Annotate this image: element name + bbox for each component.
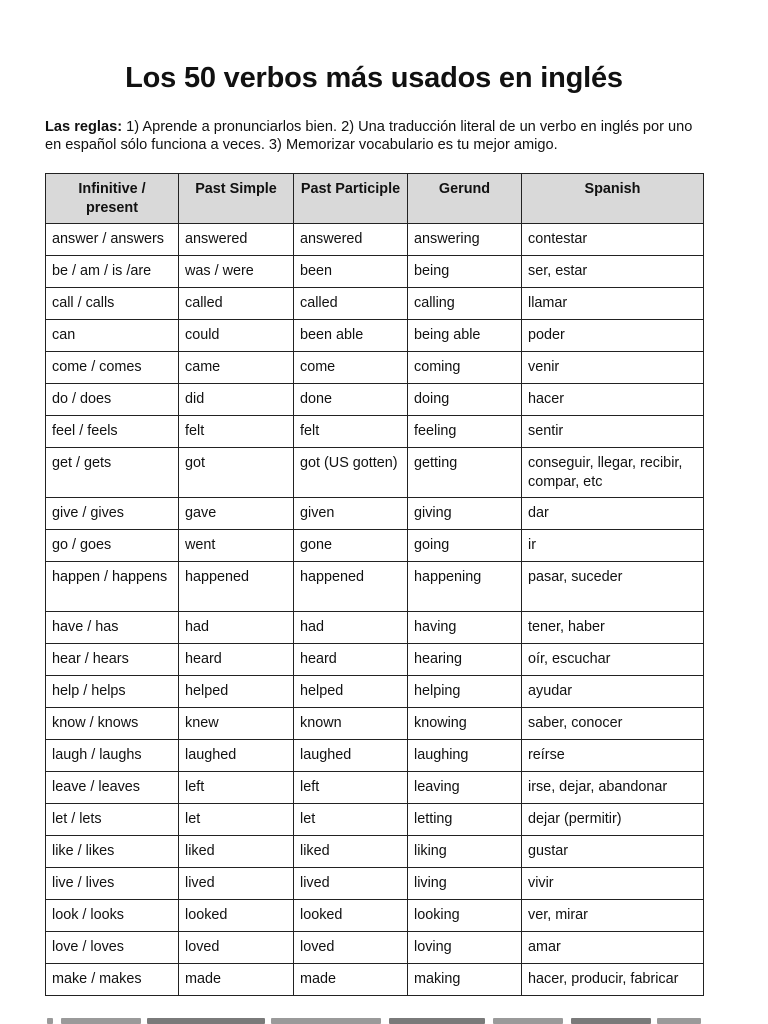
cell-spanish: dar <box>522 498 704 530</box>
cropped-footnote <box>45 1015 705 1024</box>
footnote-fragment <box>61 1018 141 1024</box>
cell-spanish: venir <box>522 352 704 384</box>
cell-spanish: ayudar <box>522 676 704 708</box>
cell-past-participle: felt <box>294 416 408 448</box>
cell-past-simple: lived <box>179 868 294 900</box>
cell-past-participle: called <box>294 288 408 320</box>
header-past-simple: Past Simple <box>179 174 294 224</box>
header-infinitive: Infinitive / present <box>46 174 179 224</box>
cell-spanish: amar <box>522 932 704 964</box>
cell-spanish: conseguir, llegar, recibir, compar, etc <box>522 448 704 498</box>
cell-past-simple: was / were <box>179 256 294 288</box>
cell-past-participle: answered <box>294 224 408 256</box>
footnote-fragment <box>147 1018 265 1024</box>
verbs-table <box>45 173 704 996</box>
cell-infinitive: answer / answers <box>46 224 179 256</box>
table-row <box>46 416 704 448</box>
cell-infinitive: feel / feels <box>46 416 179 448</box>
cell-gerund: leaving <box>408 772 522 804</box>
table-row <box>46 256 704 288</box>
cell-gerund: answering <box>408 224 522 256</box>
table-row <box>46 708 704 740</box>
cell-spanish: reírse <box>522 740 704 772</box>
table-row <box>46 530 704 562</box>
header-spanish: Spanish <box>522 174 704 224</box>
table-row <box>46 740 704 772</box>
cell-spanish: dejar (permitir) <box>522 804 704 836</box>
cell-infinitive: get / gets <box>46 448 179 498</box>
cell-past-participle: had <box>294 612 408 644</box>
cell-spanish: poder <box>522 320 704 352</box>
cell-past-simple: loved <box>179 932 294 964</box>
table-row <box>46 804 704 836</box>
table-row <box>46 900 704 932</box>
cell-gerund: helping <box>408 676 522 708</box>
cell-gerund: making <box>408 964 522 996</box>
cell-gerund: knowing <box>408 708 522 740</box>
cell-past-participle: been <box>294 256 408 288</box>
cell-infinitive: be / am / is /are <box>46 256 179 288</box>
cell-spanish: oír, escuchar <box>522 644 704 676</box>
cell-past-simple: did <box>179 384 294 416</box>
table-row <box>46 352 704 384</box>
rules-label: Las reglas: <box>45 119 123 135</box>
footnote-fragment <box>571 1018 651 1024</box>
cell-past-participle: heard <box>294 644 408 676</box>
cell-gerund: letting <box>408 804 522 836</box>
cell-past-simple: knew <box>179 708 294 740</box>
cell-infinitive: look / looks <box>46 900 179 932</box>
cell-past-simple: felt <box>179 416 294 448</box>
cell-spanish: ir <box>522 530 704 562</box>
cell-past-participle: looked <box>294 900 408 932</box>
cell-gerund: being <box>408 256 522 288</box>
cell-infinitive: let / lets <box>46 804 179 836</box>
header-gerund: Gerund <box>408 174 522 224</box>
cell-spanish: ver, mirar <box>522 900 704 932</box>
cell-past-participle: got (US gotten) <box>294 448 408 498</box>
cell-infinitive: come / comes <box>46 352 179 384</box>
footnote-fragment <box>271 1018 381 1024</box>
cell-past-simple: called <box>179 288 294 320</box>
cell-infinitive: give / gives <box>46 498 179 530</box>
cell-past-simple: happened <box>179 562 294 612</box>
cell-past-simple: heard <box>179 644 294 676</box>
table-row <box>46 932 704 964</box>
cell-infinitive: call / calls <box>46 288 179 320</box>
cell-past-simple: came <box>179 352 294 384</box>
page-title: Los 50 verbos más usados en inglés <box>125 62 623 94</box>
table-row <box>46 868 704 900</box>
cell-infinitive: leave / leaves <box>46 772 179 804</box>
table-row <box>46 562 704 612</box>
cell-gerund: coming <box>408 352 522 384</box>
cell-gerund: feeling <box>408 416 522 448</box>
cell-past-participle: made <box>294 964 408 996</box>
cell-infinitive: hear / hears <box>46 644 179 676</box>
cell-spanish: pasar, suceder <box>522 562 704 612</box>
cell-gerund: getting <box>408 448 522 498</box>
table-row <box>46 964 704 996</box>
cell-spanish: llamar <box>522 288 704 320</box>
cell-infinitive: have / has <box>46 612 179 644</box>
cell-past-simple: looked <box>179 900 294 932</box>
cell-spanish: gustar <box>522 836 704 868</box>
cell-gerund: giving <box>408 498 522 530</box>
footnote-fragment <box>657 1018 701 1024</box>
cell-infinitive: like / likes <box>46 836 179 868</box>
cell-past-participle: helped <box>294 676 408 708</box>
cell-spanish: contestar <box>522 224 704 256</box>
table-row <box>46 384 704 416</box>
cell-past-simple: helped <box>179 676 294 708</box>
cell-past-participle: happened <box>294 562 408 612</box>
cell-gerund: calling <box>408 288 522 320</box>
cell-infinitive: happen / happens <box>46 562 179 612</box>
cell-past-simple: laughed <box>179 740 294 772</box>
footnote-fragment <box>47 1018 53 1024</box>
cell-spanish: sentir <box>522 416 704 448</box>
table-row <box>46 224 704 256</box>
table-row <box>46 612 704 644</box>
cell-past-simple: gave <box>179 498 294 530</box>
cell-gerund: having <box>408 612 522 644</box>
cell-past-participle: loved <box>294 932 408 964</box>
cell-past-participle: known <box>294 708 408 740</box>
cell-infinitive: go / goes <box>46 530 179 562</box>
rules-paragraph <box>45 118 705 154</box>
table-row <box>46 288 704 320</box>
cell-infinitive: help / helps <box>46 676 179 708</box>
cell-spanish: saber, conocer <box>522 708 704 740</box>
table-row <box>46 498 704 530</box>
cell-spanish: vivir <box>522 868 704 900</box>
cell-gerund: laughing <box>408 740 522 772</box>
cell-past-participle: done <box>294 384 408 416</box>
cell-past-simple: had <box>179 612 294 644</box>
cell-past-participle: let <box>294 804 408 836</box>
cell-infinitive: laugh / laughs <box>46 740 179 772</box>
cell-gerund: being able <box>408 320 522 352</box>
cell-infinitive: do / does <box>46 384 179 416</box>
cell-gerund: looking <box>408 900 522 932</box>
table-header-row <box>46 174 704 224</box>
cell-past-participle: liked <box>294 836 408 868</box>
cell-past-participle: been able <box>294 320 408 352</box>
cell-spanish: irse, dejar, abandonar <box>522 772 704 804</box>
cell-past-simple: went <box>179 530 294 562</box>
cell-past-simple: liked <box>179 836 294 868</box>
cell-past-participle: lived <box>294 868 408 900</box>
cell-past-participle: come <box>294 352 408 384</box>
cell-past-simple: left <box>179 772 294 804</box>
cell-gerund: going <box>408 530 522 562</box>
table-row <box>46 836 704 868</box>
table-row <box>46 448 704 498</box>
table-row <box>46 644 704 676</box>
cell-past-simple: could <box>179 320 294 352</box>
cell-spanish: hacer, producir, fabricar <box>522 964 704 996</box>
cell-gerund: hearing <box>408 644 522 676</box>
footnote-fragment <box>493 1018 563 1024</box>
cell-infinitive: know / knows <box>46 708 179 740</box>
cell-infinitive: love / loves <box>46 932 179 964</box>
cell-infinitive: can <box>46 320 179 352</box>
cell-past-participle: laughed <box>294 740 408 772</box>
cell-past-participle: given <box>294 498 408 530</box>
rules-text: 1) Aprende a pronunciarlos bien. 2) Una traducción literal de un verbo en inglés por uno en español sólo funciona a veces. 3) Memorizar vocabulario es tu mejor amigo. <box>45 119 693 153</box>
cell-past-participle: gone <box>294 530 408 562</box>
cell-infinitive: make / makes <box>46 964 179 996</box>
cell-spanish: ser, estar <box>522 256 704 288</box>
cell-past-simple: made <box>179 964 294 996</box>
table-row <box>46 320 704 352</box>
cell-past-simple: answered <box>179 224 294 256</box>
cell-past-simple: got <box>179 448 294 498</box>
cell-past-simple: let <box>179 804 294 836</box>
cell-gerund: happening <box>408 562 522 612</box>
table-row <box>46 676 704 708</box>
cell-spanish: tener, haber <box>522 612 704 644</box>
table-row <box>46 772 704 804</box>
header-past-participle: Past Participle <box>294 174 408 224</box>
footnote-fragment <box>389 1018 485 1024</box>
cell-gerund: loving <box>408 932 522 964</box>
cell-past-participle: left <box>294 772 408 804</box>
cell-gerund: doing <box>408 384 522 416</box>
cell-infinitive: live / lives <box>46 868 179 900</box>
cell-gerund: liking <box>408 836 522 868</box>
cell-spanish: hacer <box>522 384 704 416</box>
cell-gerund: living <box>408 868 522 900</box>
